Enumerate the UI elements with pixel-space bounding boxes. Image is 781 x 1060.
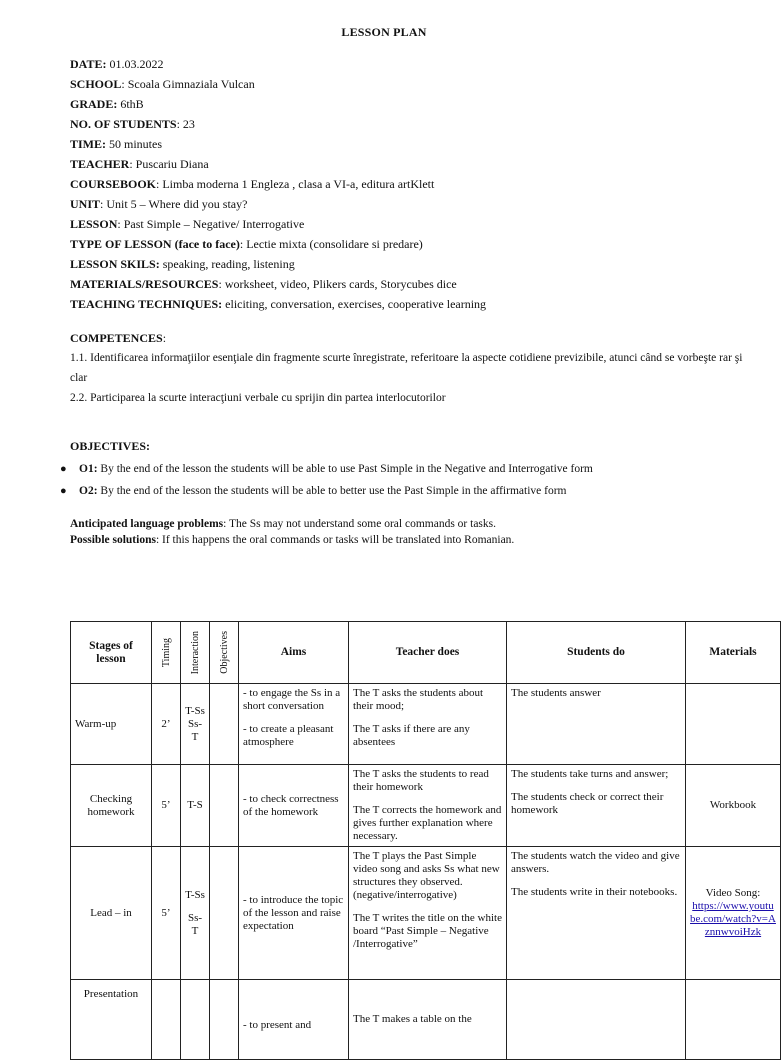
header-interaction: Interaction	[189, 630, 201, 675]
stage-cell: Checking homework	[71, 765, 152, 847]
competence-item: 2.2. Participarea la scurte interacţiuni verbale cu sprijin din partea interlocutorilor	[70, 392, 446, 404]
header-stages: Stages of lesson	[71, 622, 152, 684]
aims-cell: - to check correctness of the homework	[239, 765, 349, 847]
info-techniques: TEACHING TECHNIQUES: eliciting, conversation, exercises, cooperative learning	[70, 297, 487, 311]
info-materials: MATERIALS/RESOURCES: worksheet, video, Plikers cards, Storycubes dice	[70, 277, 457, 291]
info-school: SCHOOL: Scoala Gimnaziala Vulcan	[70, 77, 255, 91]
stage-cell: Lead – in	[71, 847, 152, 980]
objectives-cell	[210, 847, 239, 980]
competence-item: 1.1. Identificarea informaţiilor esenţiale din fragmente scurte înregistrate, referitoare la aspecte cotidiene previzibile, atunci când se vorbeşte rar şi clar	[70, 352, 743, 384]
info-lesson-type: TYPE OF LESSON (face to face): Lectie mixta (consolidare si predare)	[70, 237, 423, 251]
teacher-cell: The T asks the students to read their homework The T corrects the homework and gives further explanation where necessary.	[349, 765, 507, 847]
aims-cell: - to present and	[239, 980, 349, 1060]
timing-cell	[152, 980, 181, 1060]
objectives-cell	[210, 684, 239, 765]
bullet-icon: ●	[60, 485, 67, 497]
info-date: DATE: 01.03.2022	[70, 57, 164, 71]
students-cell: The students watch the video and give answers. The students write in their notebooks.	[507, 847, 686, 980]
students-cell: The students answer	[507, 684, 686, 765]
info-coursebook: COURSEBOOK: Limba moderna 1 Engleza , clasa a VI-a, editura artKlett	[70, 177, 435, 191]
table-row	[71, 684, 781, 765]
video-link[interactable]: https://www.youtube.com/watch?v=AznnwvoiHzk	[690, 900, 776, 938]
table-header-row	[71, 622, 781, 684]
timing-cell: 5’	[152, 765, 181, 847]
materials-cell	[686, 684, 781, 765]
header-students: Students do	[507, 622, 686, 684]
interaction-cell: T-Ss Ss-T	[181, 684, 210, 765]
materials-cell: Video Song: https://www.youtube.com/watch?v=AznnwvoiHzk	[686, 847, 781, 980]
lesson-table	[70, 621, 781, 1060]
header-materials: Materials	[686, 622, 781, 684]
objectives-cell	[210, 765, 239, 847]
table-row	[71, 847, 781, 980]
header-timing: Timing	[160, 637, 172, 668]
teacher-cell: The T asks the students about their mood; The T asks if there are any absentees	[349, 684, 507, 765]
timing-cell: 5’	[152, 847, 181, 980]
materials-cell	[686, 980, 781, 1060]
objective-item: ● O1: By the end of the lesson the students will be able to use Past Simple in the Negative and Interrogative form	[70, 458, 750, 480]
info-grade: GRADE: 6thB	[70, 97, 144, 111]
header-teacher: Teacher does	[349, 622, 507, 684]
info-skills: LESSON SKILS: speaking, reading, listening	[70, 257, 295, 271]
teacher-cell: The T plays the Past Simple video song and asks Ss what new structures they observed. (negative/interrogative) The T writes the title on the white board “Past Simple – Negative /Interrogative”	[349, 847, 507, 980]
info-time: TIME: 50 minutes	[70, 137, 162, 151]
competences-heading: COMPETENCES:	[70, 331, 167, 345]
objective-item: ● O2: By the end of the lesson the students will be able to better use the Past Simple in the affirmative form	[70, 480, 750, 502]
timing-cell: 2’	[152, 684, 181, 765]
header-objectives: Objectives	[218, 631, 230, 674]
info-students: NO. OF STUDENTS: 23	[70, 117, 195, 131]
students-cell: The students take turns and answer; The students check or correct their homework	[507, 765, 686, 847]
lesson-info	[60, 54, 750, 548]
info-unit: UNIT: Unit 5 – Where did you stay?	[70, 197, 248, 211]
students-cell	[507, 980, 686, 1060]
table-row	[71, 765, 781, 847]
interaction-cell	[181, 980, 210, 1060]
teacher-cell: The T makes a table on the	[349, 980, 507, 1060]
bullet-icon: ●	[60, 463, 67, 475]
stage-cell: Presentation	[71, 980, 152, 1060]
table-row	[71, 980, 781, 1060]
info-teacher: TEACHER: Puscariu Diana	[70, 157, 209, 171]
header-aims: Aims	[239, 622, 349, 684]
interaction-cell: T-S	[181, 765, 210, 847]
page-title: LESSON PLAN	[341, 25, 427, 39]
aims-cell: - to engage the Ss in a short conversation - to create a pleasant atmosphere	[239, 684, 349, 765]
stage-cell: Warm-up	[71, 684, 152, 765]
aims-cell: - to introduce the topic of the lesson and raise expectation	[239, 847, 349, 980]
objectives-list	[60, 458, 750, 502]
info-lesson: LESSON: Past Simple – Negative/ Interrogative	[70, 217, 305, 231]
objectives-cell	[210, 980, 239, 1060]
language-problems: Anticipated language problems: The Ss may not understand some oral commands or tasks. Possible solutions: If this happens the oral commands or tasks will be translated into Romanian.	[70, 518, 515, 546]
materials-cell: Workbook	[686, 765, 781, 847]
interaction-cell: T-Ss Ss-T	[181, 847, 210, 980]
objectives-heading: OBJECTIVES:	[70, 439, 151, 453]
